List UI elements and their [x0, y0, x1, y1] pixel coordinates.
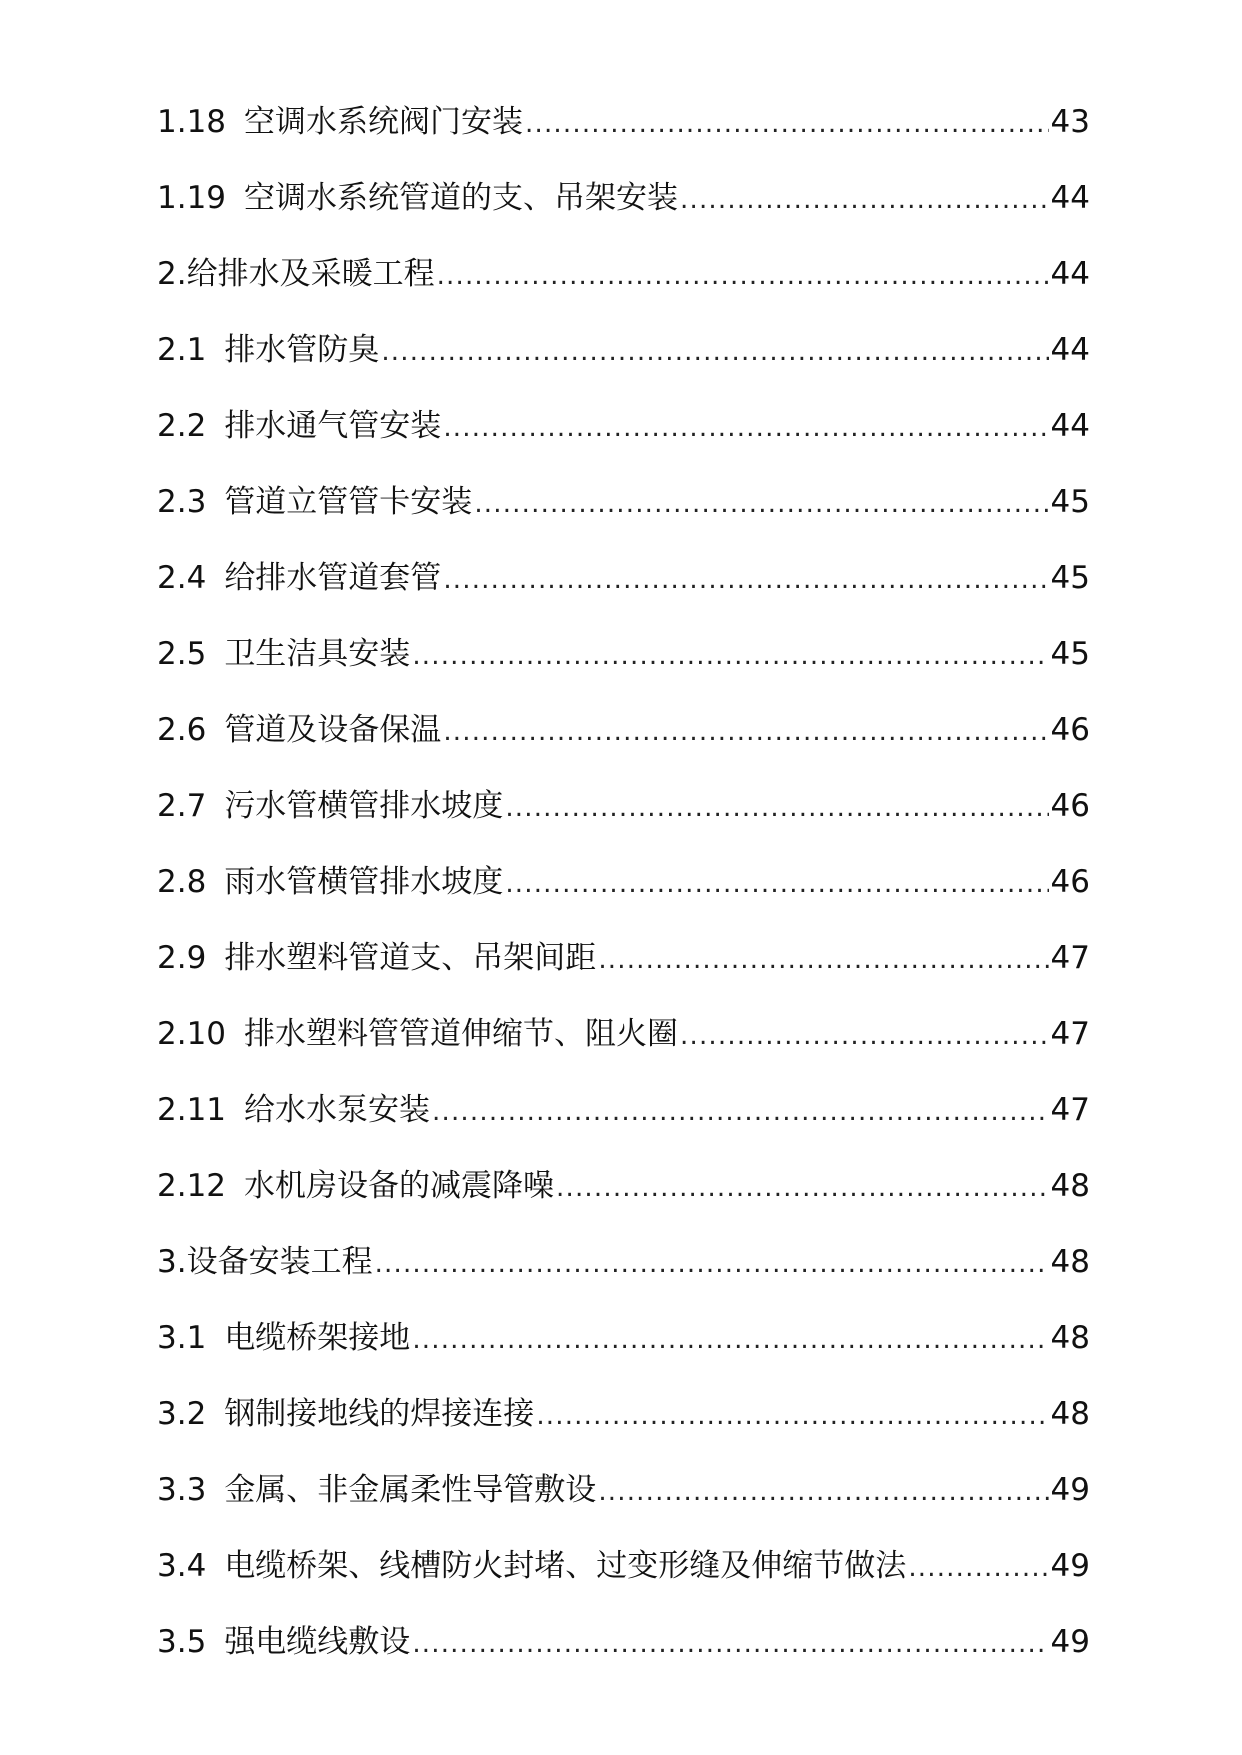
toc-entry-number: 2.5 [157, 636, 207, 672]
toc-dot-leader [598, 1472, 1048, 1508]
toc-dot-leader [474, 484, 1048, 520]
toc-entry-page: 48 [1050, 1396, 1090, 1432]
toc-entry-page: 46 [1050, 864, 1090, 900]
toc-entry-number: 2.12 [157, 1168, 227, 1204]
toc-entry[interactable] [157, 1320, 1090, 1396]
toc-entry[interactable] [157, 180, 1090, 256]
toc-dot-leader [908, 1548, 1048, 1584]
toc-entry-title: 排水塑料管管道伸缩节、阻火圈 [244, 1016, 679, 1052]
toc-entry-page: 48 [1050, 1244, 1090, 1280]
toc-entry[interactable] [157, 1244, 1090, 1320]
toc-dot-leader [412, 636, 1048, 672]
toc-entry-number: 2.10 [157, 1016, 227, 1052]
toc-entry-title: 雨水管横管排水坡度 [224, 864, 504, 900]
toc-entry[interactable] [157, 712, 1090, 788]
toc-entry-number: 3.5 [157, 1624, 207, 1660]
toc-dot-leader [505, 788, 1048, 824]
toc-entry-page: 49 [1050, 1472, 1090, 1508]
toc-entry-number: 2.11 [157, 1092, 227, 1128]
toc-dot-leader [443, 560, 1048, 596]
toc-entry[interactable] [157, 788, 1090, 864]
toc-dot-leader [412, 1624, 1048, 1660]
toc-entry-number: 3.2 [157, 1396, 207, 1432]
toc-entry[interactable] [157, 1016, 1090, 1092]
toc-entry-page: 49 [1050, 1624, 1090, 1660]
toc-entry-page: 44 [1050, 332, 1090, 368]
toc-dot-leader [556, 1168, 1049, 1204]
toc-entry-title: 给水水泵安装 [244, 1092, 431, 1128]
table-of-contents [157, 104, 1090, 1700]
toc-dot-leader [412, 1320, 1048, 1356]
toc-entry-page: 43 [1050, 104, 1090, 140]
toc-entry-title: 空调水系统管道的支、吊架安装 [244, 180, 679, 216]
toc-entry[interactable] [157, 1396, 1090, 1472]
toc-dot-leader [680, 1016, 1049, 1052]
toc-entry-number: 2.1 [157, 332, 207, 368]
toc-dot-leader [381, 332, 1048, 368]
toc-entry-number: 3. [157, 1244, 187, 1280]
toc-entry-title: 电缆桥架、线槽防火封堵、过变形缝及伸缩节做法 [224, 1548, 907, 1584]
toc-entry-title: 电缆桥架接地 [224, 1320, 411, 1356]
toc-dot-leader [443, 712, 1048, 748]
toc-entry-number: 2.4 [157, 560, 207, 596]
toc-entry[interactable] [157, 408, 1090, 484]
toc-entry[interactable] [157, 332, 1090, 408]
toc-entry-title: 钢制接地线的焊接连接 [224, 1396, 535, 1432]
toc-entry[interactable] [157, 864, 1090, 940]
toc-entry[interactable] [157, 104, 1090, 180]
toc-entry-number: 1.19 [157, 180, 227, 216]
toc-dot-leader [443, 408, 1048, 444]
toc-entry-page: 44 [1050, 180, 1090, 216]
toc-entry[interactable] [157, 636, 1090, 712]
toc-entry-page: 48 [1050, 1320, 1090, 1356]
toc-dot-leader [598, 940, 1048, 976]
toc-entry-page: 46 [1050, 712, 1090, 748]
toc-entry[interactable] [157, 1472, 1090, 1548]
toc-entry-page: 44 [1050, 408, 1090, 444]
toc-entry-title: 水机房设备的减震降噪 [244, 1168, 555, 1204]
toc-entry-title: 给排水及采暖工程 [186, 256, 435, 292]
toc-entry-number: 2.7 [157, 788, 207, 824]
toc-entry-title: 管道立管管卡安装 [224, 484, 473, 520]
toc-dot-leader [525, 104, 1049, 140]
toc-entry-page: 44 [1050, 256, 1090, 292]
toc-entry-number: 3.3 [157, 1472, 207, 1508]
toc-entry-page: 45 [1050, 484, 1090, 520]
toc-entry[interactable] [157, 1624, 1090, 1700]
toc-entry-page: 46 [1050, 788, 1090, 824]
toc-entry-page: 47 [1050, 940, 1090, 976]
toc-entry-title: 空调水系统阀门安装 [244, 104, 524, 140]
toc-entry-title: 设备安装工程 [186, 1244, 373, 1280]
toc-entry-title: 金属、非金属柔性导管敷设 [224, 1472, 597, 1508]
toc-entry-number: 2.2 [157, 408, 207, 444]
toc-dot-leader [680, 180, 1049, 216]
toc-entry-number: 2.9 [157, 940, 207, 976]
toc-entry-title: 排水管防臭 [224, 332, 380, 368]
toc-entry[interactable] [157, 940, 1090, 1016]
toc-entry-number: 2.8 [157, 864, 207, 900]
toc-entry-number: 1.18 [157, 104, 227, 140]
toc-entry-number: 2.6 [157, 712, 207, 748]
toc-entry[interactable] [157, 1168, 1090, 1244]
toc-entry-title: 污水管横管排水坡度 [224, 788, 504, 824]
toc-entry-title: 排水塑料管道支、吊架间距 [224, 940, 597, 976]
toc-entry-title: 强电缆线敷设 [224, 1624, 411, 1660]
toc-entry[interactable] [157, 1548, 1090, 1624]
toc-entry-page: 45 [1050, 636, 1090, 672]
toc-entry-page: 49 [1050, 1548, 1090, 1584]
toc-entry-number: 2. [157, 256, 187, 292]
toc-entry-page: 48 [1050, 1168, 1090, 1204]
toc-entry[interactable] [157, 560, 1090, 636]
toc-entry-title: 排水通气管安装 [224, 408, 442, 444]
toc-entry-title: 给排水管道套管 [224, 560, 442, 596]
toc-entry-number: 3.4 [157, 1548, 207, 1584]
toc-entry-number: 3.1 [157, 1320, 207, 1356]
toc-entry[interactable] [157, 256, 1090, 332]
toc-entry-title: 卫生洁具安装 [224, 636, 411, 672]
toc-entry[interactable] [157, 1092, 1090, 1168]
toc-dot-leader [375, 1244, 1049, 1280]
toc-entry[interactable] [157, 484, 1090, 560]
toc-dot-leader [536, 1396, 1048, 1432]
toc-entry-number: 2.3 [157, 484, 207, 520]
toc-entry-page: 45 [1050, 560, 1090, 596]
toc-dot-leader [432, 1092, 1049, 1128]
toc-entry-title: 管道及设备保温 [224, 712, 442, 748]
toc-entry-page: 47 [1050, 1092, 1090, 1128]
toc-entry-page: 47 [1050, 1016, 1090, 1052]
toc-dot-leader [505, 864, 1048, 900]
toc-dot-leader [437, 256, 1049, 292]
